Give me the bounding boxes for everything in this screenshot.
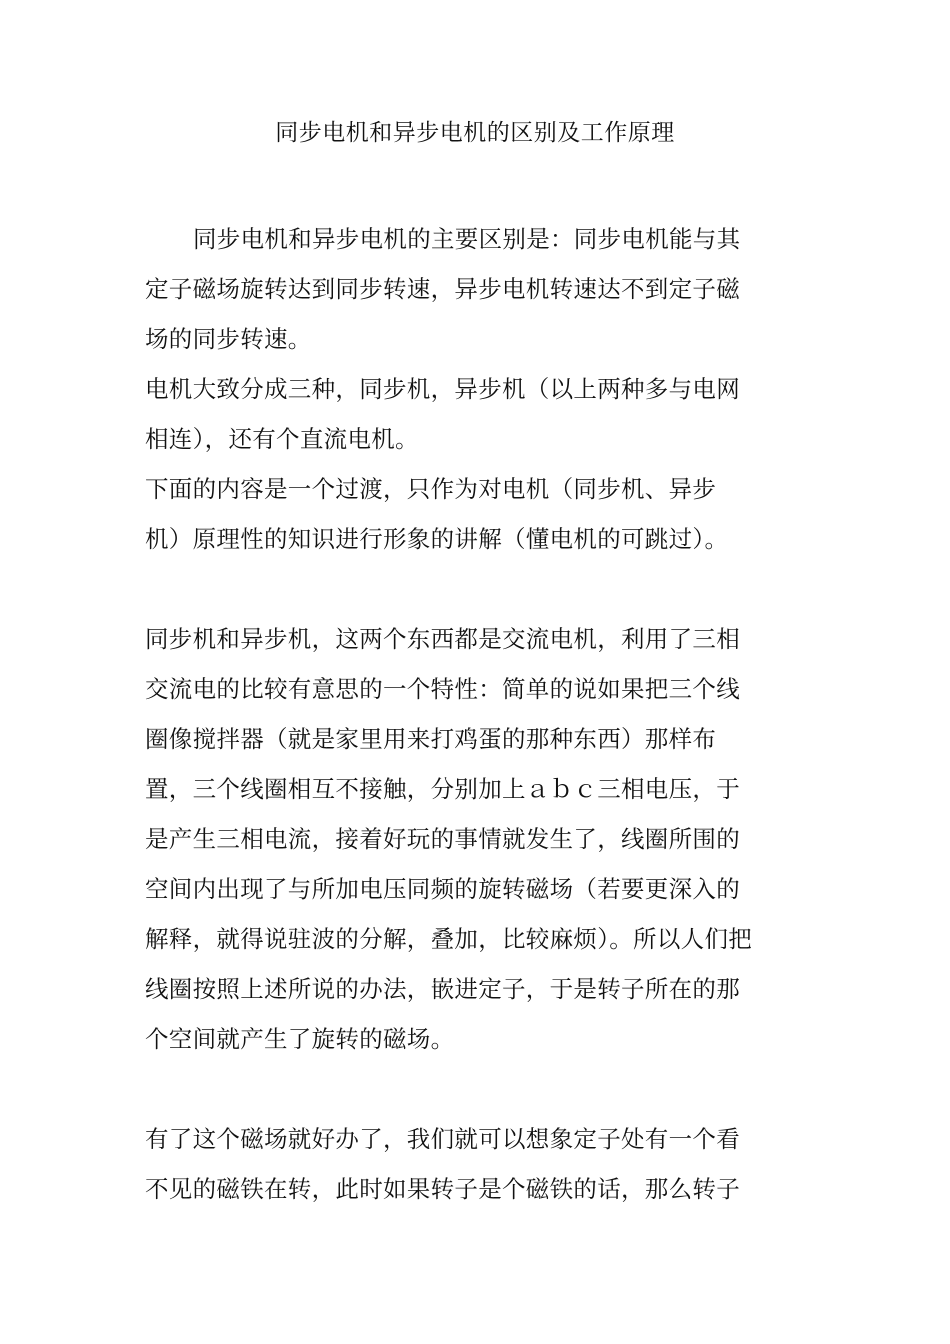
text-line: 解释，就得说驻波的分解，叠加，比较麻烦）。所以人们把 [145, 925, 753, 953]
text-line: 定子磁场旋转达到同步转速，异步电机转速达不到定子磁 [145, 275, 740, 303]
text-line: 场的同步转速。 [145, 325, 312, 353]
text-line: 空间内出现了与所加电压同频的旋转磁场（若要更深入的 [145, 875, 740, 903]
text-line: 不见的磁铁在转，此时如果转子是个磁铁的话，那么转子 [145, 1175, 740, 1203]
text-line: 同步机和异步机，这两个东西都是交流电机，利用了三相 [145, 625, 740, 653]
document-body [145, 214, 805, 1214]
text-line: 有了这个磁场就好办了，我们就可以想象定子处有一个看 [145, 1125, 740, 1153]
text-line: 圈像搅拌器（就是家里用来打鸡蛋的那种东西）那样布 [145, 725, 717, 753]
document-title: 同步电机和异步电机的区别及工作原理 [275, 120, 675, 146]
text-line: 相连），还有个直流电机。 [145, 425, 419, 453]
text-line: 电机大致分成三种，同步机，异步机（以上两种多与电网 [145, 375, 740, 403]
text-line: 交流电的比较有意思的一个特性：简单的说如果把三个线 [145, 675, 740, 703]
text-line: 置，三个线圈相互不接触，分别加上ａｂｃ三相电压，于 [145, 775, 740, 803]
paragraph-gap [145, 1064, 805, 1114]
text-line: 是产生三相电流，接着好玩的事情就发生了，线圈所围的 [145, 825, 740, 853]
paragraph-gap [145, 564, 805, 614]
text-line: 个空间就产生了旋转的磁场。 [145, 1025, 455, 1053]
text-line: 下面的内容是一个过渡，只作为对电机（同步机、异步 [145, 475, 717, 503]
text-line: 同步电机和异步电机的主要区别是：同步电机能与其 [193, 225, 741, 253]
text-line: 线圈按照上述所说的办法，嵌进定子，于是转子所在的那 [145, 975, 740, 1003]
text-line: 机）原理性的知识进行形象的讲解（懂电机的可跳过）。 [145, 525, 729, 553]
